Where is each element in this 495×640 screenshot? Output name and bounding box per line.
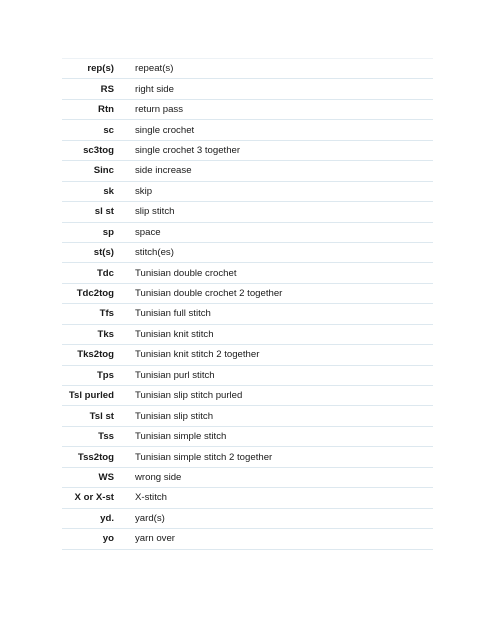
meaning-cell: single crochet 3 together: [135, 140, 433, 160]
table-row: [62, 304, 433, 324]
table-row: [62, 181, 433, 201]
table-row: [62, 263, 433, 283]
abbreviation-cell: Tsl purled: [62, 386, 135, 406]
abbreviation-cell: Sinc: [62, 161, 135, 181]
abbreviation-cell: sc3tog: [62, 140, 135, 160]
meaning-cell: Tunisian knit stitch: [135, 324, 433, 344]
abbreviation-cell: sk: [62, 181, 135, 201]
meaning-cell: slip stitch: [135, 202, 433, 222]
abbreviation-cell: Rtn: [62, 99, 135, 119]
table-row: [62, 120, 433, 140]
table-row: [62, 345, 433, 365]
meaning-cell: right side: [135, 79, 433, 99]
abbreviation-cell: Tks2tog: [62, 345, 135, 365]
meaning-cell: yarn over: [135, 529, 433, 549]
table-row: [62, 508, 433, 528]
abbreviation-cell: sp: [62, 222, 135, 242]
abbreviation-cell: rep(s): [62, 59, 135, 79]
meaning-cell: Tunisian slip stitch: [135, 406, 433, 426]
meaning-cell: wrong side: [135, 467, 433, 487]
table-row: [62, 242, 433, 262]
table-row: [62, 99, 433, 119]
meaning-cell: single crochet: [135, 120, 433, 140]
meaning-cell: Tunisian purl stitch: [135, 365, 433, 385]
abbreviation-cell: Tss: [62, 426, 135, 446]
meaning-cell: stitch(es): [135, 242, 433, 262]
abbreviation-cell: Tsl st: [62, 406, 135, 426]
abbreviation-cell: sl st: [62, 202, 135, 222]
meaning-cell: yard(s): [135, 508, 433, 528]
table-row: [62, 283, 433, 303]
abbreviation-cell: Tss2tog: [62, 447, 135, 467]
table-row: [62, 365, 433, 385]
abbreviation-cell: WS: [62, 467, 135, 487]
meaning-cell: Tunisian slip stitch purled: [135, 386, 433, 406]
meaning-cell: Tunisian full stitch: [135, 304, 433, 324]
table-row: [62, 324, 433, 344]
table-row: [62, 488, 433, 508]
table-row: [62, 447, 433, 467]
meaning-cell: side increase: [135, 161, 433, 181]
abbreviations-table-body: [62, 59, 433, 550]
table-row: [62, 79, 433, 99]
table-row: [62, 529, 433, 549]
meaning-cell: Tunisian simple stitch: [135, 426, 433, 446]
meaning-cell: X-stitch: [135, 488, 433, 508]
abbreviation-cell: X or X-st: [62, 488, 135, 508]
meaning-cell: Tunisian double crochet: [135, 263, 433, 283]
meaning-cell: repeat(s): [135, 59, 433, 79]
abbreviation-cell: Tdc: [62, 263, 135, 283]
table-row: [62, 202, 433, 222]
abbreviation-cell: st(s): [62, 242, 135, 262]
abbreviation-cell: Tps: [62, 365, 135, 385]
table-row: [62, 467, 433, 487]
meaning-cell: Tunisian simple stitch 2 together: [135, 447, 433, 467]
table-row: [62, 140, 433, 160]
table-row: [62, 222, 433, 242]
table-row: [62, 406, 433, 426]
meaning-cell: Tunisian double crochet 2 together: [135, 283, 433, 303]
meaning-cell: space: [135, 222, 433, 242]
meaning-cell: return pass: [135, 99, 433, 119]
abbreviations-table: [62, 58, 433, 550]
table-row: [62, 426, 433, 446]
abbreviation-cell: Tks: [62, 324, 135, 344]
meaning-cell: Tunisian knit stitch 2 together: [135, 345, 433, 365]
abbreviation-cell: yd.: [62, 508, 135, 528]
abbreviation-cell: sc: [62, 120, 135, 140]
abbreviation-cell: RS: [62, 79, 135, 99]
meaning-cell: skip: [135, 181, 433, 201]
table-row: [62, 386, 433, 406]
table-row: [62, 161, 433, 181]
abbreviation-cell: yo: [62, 529, 135, 549]
abbreviation-cell: Tfs: [62, 304, 135, 324]
table-row: [62, 59, 433, 79]
abbreviation-cell: Tdc2tog: [62, 283, 135, 303]
